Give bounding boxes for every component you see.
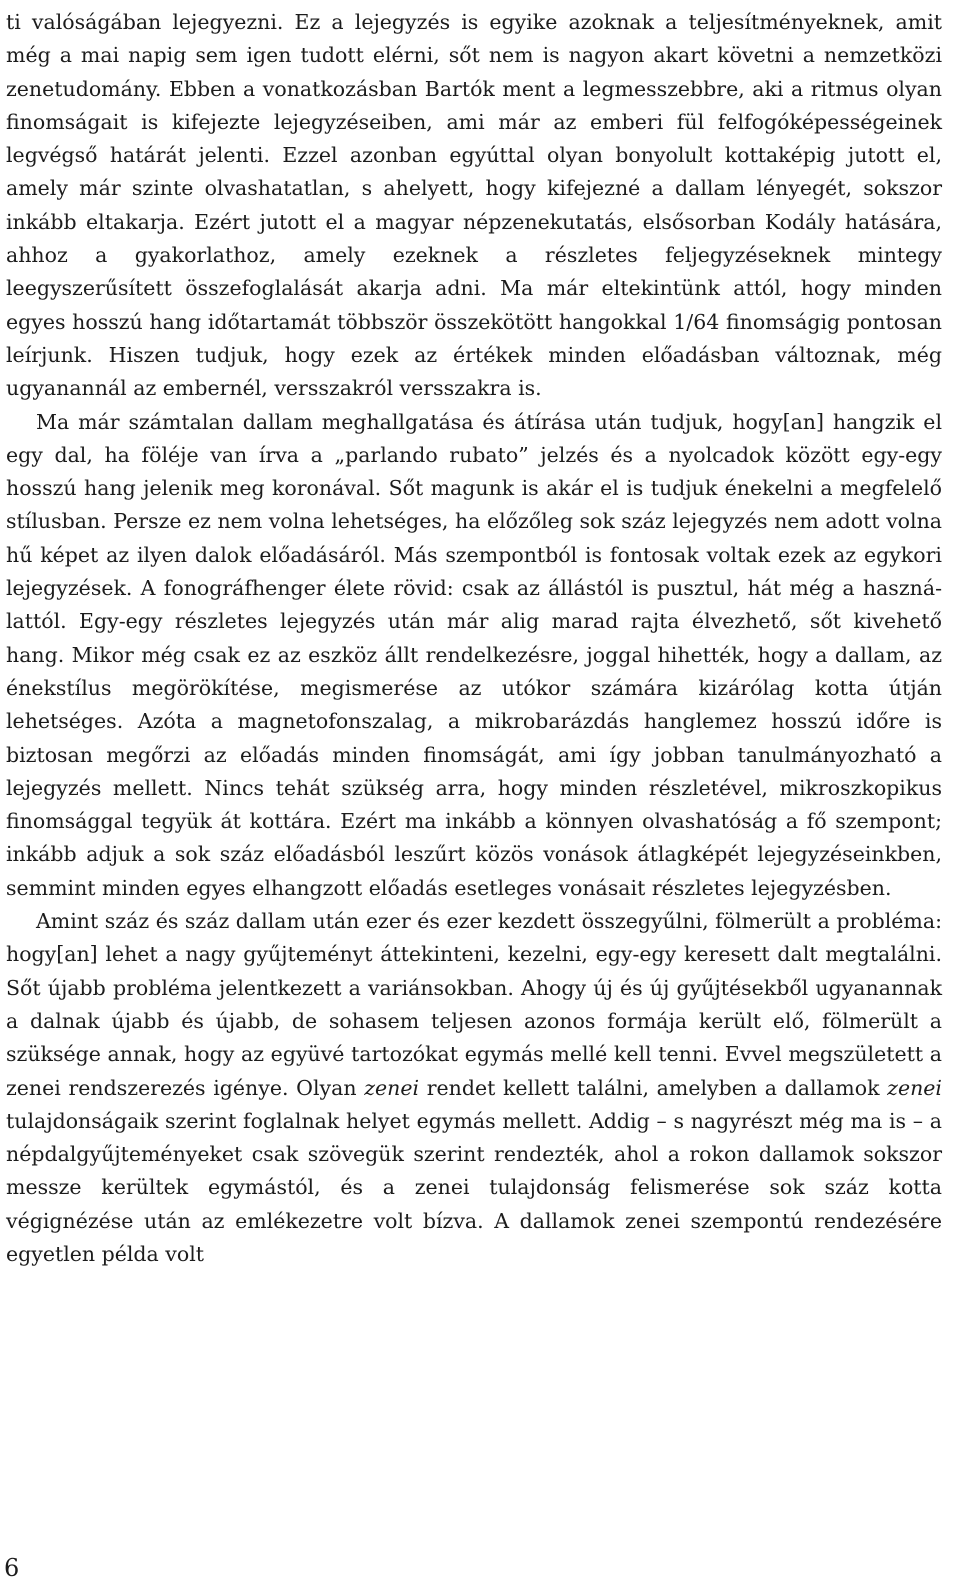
paragraph-2-text: Ma már számtalan dallam meghallgatása és átírása után tudjuk, hogy[an] hangzik el egy dal, ha föléje van írva a „parlando rubato” jelzés és a nyolcadok között egy-egy hosszú hang jelenik meg koronával. Sőt magunk is akár el is tudjuk énekelni a megfelelő stílusban. Persze ez nem volna lehetséges, ha előzőleg sok száz lejegyzés nem adott volna hű képet az ilyen dalok előadásáról. Más szempontból is fontosak voltak ezek az egykori lejegyzések. A fonográfhenger élete rövid: csak az állástól is pusztul, hát még a használattól. Egy-egy részletes lejegyzés után már alig marad rajta élvezhető, sőt kivehető hang. Mikor még csak ez az eszköz állt rendelkezésre, joggal hihették, hogy a dallam, az énekstílus megörökítése, megismerése az utókor számára kizárólag kotta útján lehetséges. Azóta a magnetofonszalag, a mikrobarázdás hanglemez hosszú időre is biztosan megőrzi az előadás minden finomságát, ami így jobban tanulmányozható a lejegyzés mellett. Nincs tehát szükség arra, hogy minden részletével, mikroszkopikus finomsággal tegyük át kottára. Ezért ma inkább a könnyen olvashatóság a fő szempont; inkább adjuk a sok száz előadásból leszűrt közös vonások átlagképét lejegyzéseinkben, semmint minden egyes elhangzott előadás esetleges vonásait részletes lejegyzésben.	[6, 409, 942, 900]
paragraph-3	[6, 905, 942, 1271]
paragraph-3-text-b: rendet kellett találni, amelyben a dallamok	[419, 1075, 888, 1100]
paragraph-3-italic-zenei-1: zenei	[364, 1075, 420, 1100]
page-number: 6	[4, 1554, 20, 1582]
paragraph-1	[6, 6, 942, 406]
body-text	[6, 6, 942, 1271]
paragraph-3-text-a: Amint száz és száz dallam után ezer és ezer kezdett összegyűlni, fölmerült a probléma: hogy[an] lehet a nagy gyűjteményt áttekinteni, kezelni, egy-egy keresett dalt megtalálni. Sőt újabb probléma jelentkezett a variánsokban. Ahogy új és új gyűjtésekből ugyanannak a dalnak újabb és újabb, de sohasem teljesen azonos formája került elő, fölmerült a szüksége annak, hogy az együvé tartozókat egymás mellé kell tenni. Evvel megszületett a zenei rendszerezés igénye. Olyan	[6, 909, 942, 1100]
paragraph-3-italic-zenei-2: zenei	[887, 1075, 942, 1100]
paragraph-1-text: ti valóságában lejegyezni. Ez a lejegyzés is egyike azoknak a teljesítményeknek, amit még a mai napig sem igen tudott elérni, sőt nem is nagyon akart követni a nemzetközi zenetudomány. Ebben a vonatkozásban Bartók ment a legmesszebbre, aki a ritmus olyan finomságait is kifejezte lejegyzéseiben, ami már az emberi fül felfogóképességeinek legvégső határát jelenti. Ezzel azonban egyúttal olyan bonyolult kottaképig jutott el, amely már szinte olvashatatlan, s ahelyett, hogy kifejezné a dallam lényegét, sokszor inkább eltakarja. Ezért jutott el a magyar népzenekutatás, elsősorban Kodály hatására, ahhoz a gyakorlathoz, amely ezeknek a részletes feljegyzéseknek mintegy leegyszerűsített összefoglalását akarja adni. Ma már eltekintünk attól, hogy minden egyes hosszú hang időtartamát többször összekötött hangokkal 1/64 finomságig pontosan leírjunk. Hiszen tudjuk, hogy ezek az értékek minden előadásban változnak, még ugyanannál az embernél, versszakról versszakra is.	[6, 10, 942, 401]
paragraph-3-text-c: tulajdonságaik szerint foglalnak helyet egymás mellett. Addig – s nagyrészt még ma is – a népdalgyűjteményeket csak szövegük szerint rendezték, ahol a rokon dallamok sokszor messze kerültek egymástól, és a zenei tulajdonság felismerése sok száz kotta végignézése után az emlékezetre volt bízva. A dallamok zenei szempontú rendezésére egyetlen példa volt	[6, 1108, 942, 1266]
paragraph-2	[6, 406, 942, 905]
